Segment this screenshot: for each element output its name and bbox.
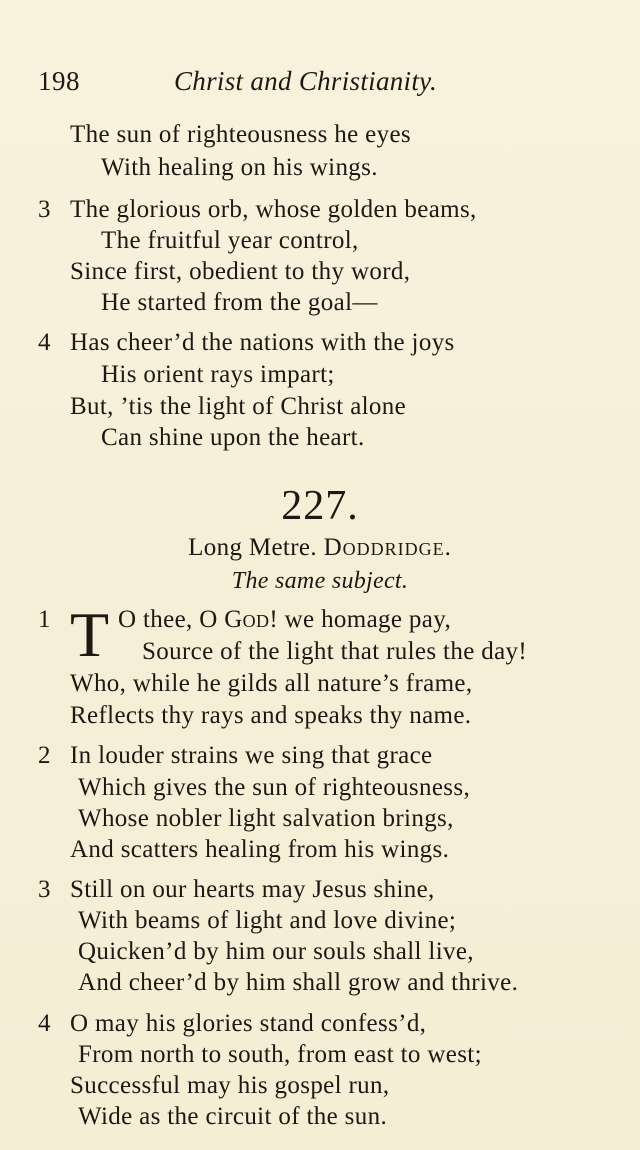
stanza-line: Since first, obedient to thy word, [70,258,411,285]
stanza-line: With beams of light and love divine; [78,907,457,934]
stanza-line: Can shine upon the heart. [101,424,365,451]
stanza-line: Who, while he gilds all nature’s frame, [70,670,473,697]
stanza-line: Source of the light that rules the day! [142,638,528,665]
stanza-line: Successful may his gospel run, [70,1072,390,1099]
drop-cap: T [70,599,110,670]
first-line-start: O thee, O [118,606,225,633]
meter: Long Metre. [188,534,317,561]
stanza-line: Still on our hearts may Jesus shine, [70,876,435,903]
stanza-number: 4 [38,329,51,356]
stanza-line: Has cheer’d the nations with the joys [70,329,455,356]
stanza-line: The glorious orb, whose golden beams, [70,196,477,223]
stanza-line: Which gives the sun of righteousness, [78,774,471,801]
stanza-line: Whose nobler light salvation brings, [78,805,454,832]
first-line-end: ! we homage pay, [269,606,452,633]
running-head: Christ and Christianity. [174,66,438,96]
stanza-line: Wide as the circuit of the sun. [78,1103,388,1130]
stanza-line: O may his glories stand confess’d, [70,1010,427,1037]
stanza-line: Quicken’d by him our souls shall live, [78,938,474,965]
page-header [38,66,598,102]
stanza-number: 4 [38,1010,51,1037]
stanza-number: 1 [38,606,51,633]
stanza-number: 2 [38,742,51,769]
stanza-line: But, ’tis the light of Christ alone [70,393,407,420]
continued-line-1: The sun of righteousness he eyes [70,121,411,148]
stanza-line: And scatters healing from his wings. [70,836,450,863]
hymn-number: 227. [281,483,359,529]
stanza-line: His orient rays impart; [101,361,335,388]
meter-line [0,534,640,562]
stanza-line: In louder strains we sing that grace [70,742,433,769]
stanza-number: 3 [38,196,51,223]
stanza-number: 3 [38,876,51,903]
page-number: 198 [38,66,80,96]
stanza-line: And cheer’d by him shall grow and thrive. [78,969,519,996]
continued-line-2: With healing on his wings. [101,154,378,181]
author: Doddridge. [323,534,452,561]
hymn-subject: The same subject. [231,568,409,594]
stanza-line: The fruitful year control, [101,227,359,254]
stanza-line: Reflects thy rays and speaks thy name. [70,702,472,729]
stanza-line: From north to south, from east to west; [78,1041,482,1068]
stanza-line [118,607,451,632]
stanza-line: He started from the goal— [101,289,378,316]
first-line-god: God [224,606,270,633]
